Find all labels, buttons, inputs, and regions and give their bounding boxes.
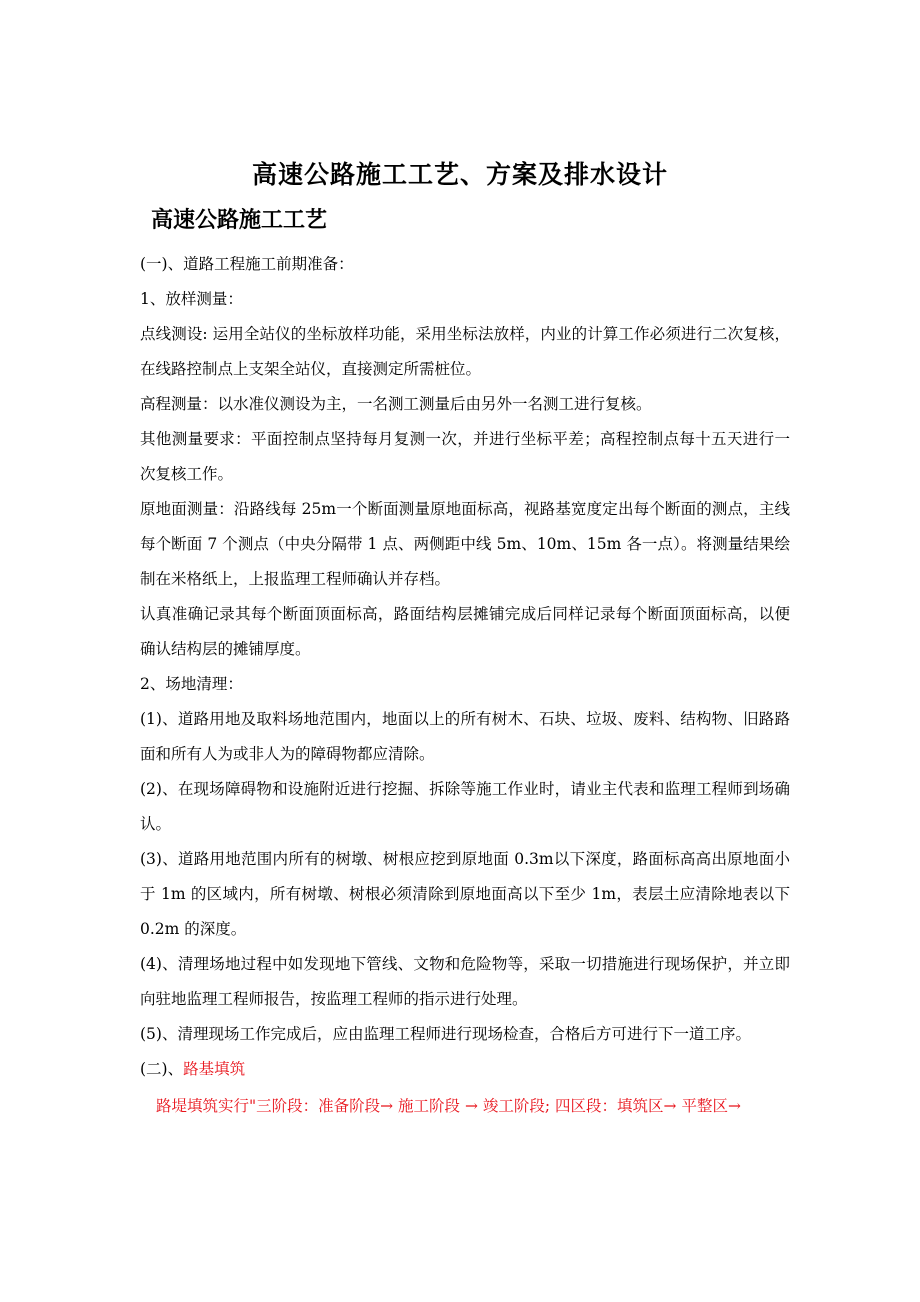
paragraph-embankment-stages: 路堤填筑实行"三阶段：准备阶段→ 施工阶段 → 竣工阶段; 四区段：填筑区→ 平整区→ xyxy=(156,1097,741,1115)
document-title: 高速公路施工工艺、方案及排水设计 xyxy=(251,160,668,189)
paragraph-other-survey: 其他测量要求：平面控制点坚持每月复测一次，并进行坐标平差；高程控制点每十五天进行一次复核工作。 xyxy=(140,430,790,483)
paragraph-clearing-1: (1)、道路用地及取料场地范围内，地面以上的所有树木、石块、垃圾、废料、结构物、旧路路面和所有人为或非人为的障碍物都应清除。 xyxy=(140,710,790,763)
paragraph-point-survey: 点线测设: 运用全站仪的坐标放样功能，采用坐标法放样，内业的计算工作必须进行二次复核，在线路控制点上支架全站仪，直接测定所需桩位。 xyxy=(140,325,790,378)
paragraph-section-1: (一)、道路工程施工前期准备： xyxy=(140,255,354,273)
section-heading: 高速公路施工工艺 xyxy=(151,208,328,233)
section-2-prefix: (二)、 xyxy=(140,1060,184,1078)
paragraph-ground-survey: 原地面测量：沿路线每 25m一个断面测量原地面标高，视路基宽度定出每个断面的测点，主线每个断面 7 个测点（中央分隔带 1 点、两侧距中线 5m、10m、15m 各一点）。将测量结果绘制在米格纸上，上报监理工程师确认并存档。 xyxy=(140,500,790,588)
paragraph-clearing-2: (2)、在现场障碍物和设施附近进行挖掘、拆除等施工作业时，请业主代表和监理工程师到场确认。 xyxy=(140,780,790,833)
paragraph-clearing-heading: 2、场地清理： xyxy=(140,675,243,693)
paragraph-clearing-4: (4)、清理场地过程中如发现地下管线、文物和危险物等，采取一切措施进行现场保护，并立即向驻地监理工程师报告，按监理工程师的指示进行处理。 xyxy=(140,955,790,1008)
paragraph-record-elevation: 认真准确记录其每个断面顶面标高，路面结构层摊铺完成后同样记录每个断面顶面标高，以便确认结构层的摊铺厚度。 xyxy=(140,605,790,658)
document-body xyxy=(140,247,790,1124)
paragraph-clearing-3: (3)、道路用地范围内所有的树墩、树根应挖到原地面 0.3m以下深度，路面标高高出原地面小于 1m 的区域内，所有树墩、树根必须清除到原地面高以下至少 1m，表层土应清除地表以下 0.2m 的深度。 xyxy=(140,850,790,938)
paragraph-elevation-survey: 高程测量：以水准仪测设为主，一名测工测量后由另外一名测工进行复核。 xyxy=(140,395,652,413)
section-2-title: 路基填筑 xyxy=(183,1060,246,1078)
paragraph-survey-heading: 1、放样测量： xyxy=(140,290,243,308)
paragraph-clearing-5: (5)、清理现场工作完成后，应由监理工程师进行现场检查，合格后方可进行下一道工序。 xyxy=(140,1025,751,1043)
paragraph-section-2 xyxy=(140,1052,790,1087)
